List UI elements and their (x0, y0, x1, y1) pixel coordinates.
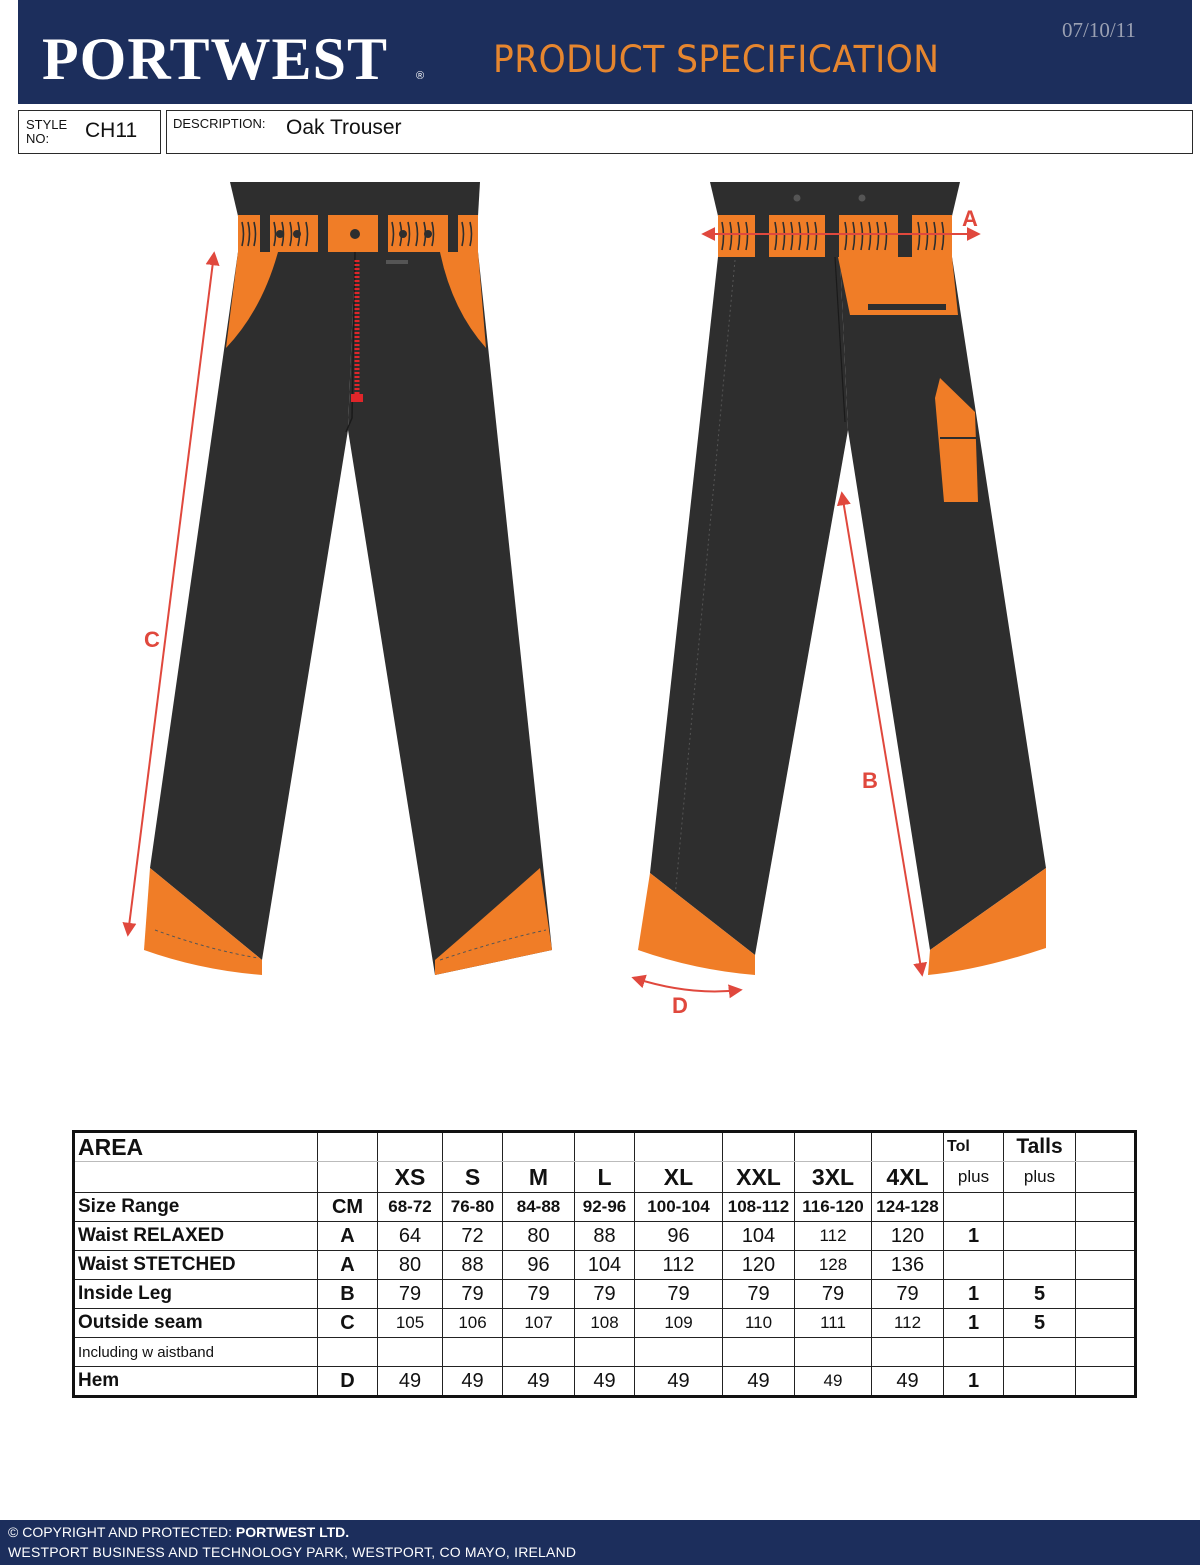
cell: 80 (378, 1251, 443, 1280)
cell: 49 (503, 1367, 575, 1397)
area-header: AREA (74, 1132, 318, 1162)
row-label: Inside Leg (74, 1280, 318, 1309)
document-date: 07/10/11 (1062, 18, 1136, 42)
cell: 79 (723, 1280, 795, 1309)
cell: 64 (378, 1222, 443, 1251)
row-code: C (318, 1309, 378, 1338)
company-address: WESTPORT BUSINESS AND TECHNOLOGY PARK, WESTPORT, CO MAYO, IRELAND (8, 1544, 577, 1560)
cell: 96 (635, 1222, 723, 1251)
cell: 79 (443, 1280, 503, 1309)
table-header-row-1 (74, 1132, 1136, 1162)
talls-cell: 5 (1004, 1309, 1076, 1338)
back-view (634, 182, 1046, 1018)
cell: 79 (575, 1280, 635, 1309)
row-label: Waist RELAXED (74, 1222, 318, 1251)
cell: 49 (872, 1367, 944, 1397)
row-label: Size Range (74, 1193, 318, 1222)
cell: 79 (503, 1280, 575, 1309)
cell: 111 (795, 1309, 872, 1338)
table-row (74, 1193, 1136, 1222)
copyright-prefix: © COPYRIGHT AND PROTECTED: (8, 1524, 236, 1540)
cell: 88 (443, 1251, 503, 1280)
row-label: Outside seam (74, 1309, 318, 1338)
cell: 136 (872, 1251, 944, 1280)
cell: 128 (795, 1251, 872, 1280)
front-view (128, 182, 552, 975)
row-code: A (318, 1251, 378, 1280)
cell: 110 (723, 1309, 795, 1338)
measure-label-c: C (144, 627, 160, 652)
page-title: PRODUCT SPECIFICATION (493, 38, 940, 81)
talls-cell: 5 (1004, 1280, 1076, 1309)
measure-label-d: D (672, 993, 688, 1018)
cell: 49 (443, 1367, 503, 1397)
size-header: L (575, 1162, 635, 1193)
cell: 112 (635, 1251, 723, 1280)
cell: 104 (723, 1222, 795, 1251)
row-label: Waist STETCHED (74, 1251, 318, 1280)
description-label: DESCRIPTION: (173, 116, 266, 131)
tol-cell (944, 1251, 1004, 1280)
cell: 96 (503, 1251, 575, 1280)
cell: 79 (795, 1280, 872, 1309)
size-header: 4XL (872, 1162, 944, 1193)
row-code: CM (318, 1193, 378, 1222)
waistband-note: Including w aistband (74, 1338, 318, 1367)
size-header: XL (635, 1162, 723, 1193)
cell: 105 (378, 1309, 443, 1338)
cell: 80 (503, 1222, 575, 1251)
talls-cell (1004, 1193, 1076, 1222)
table-row (74, 1222, 1136, 1251)
talls-cell (1004, 1251, 1076, 1280)
brand-logo: PORTWEST (42, 26, 388, 92)
cell: 120 (872, 1222, 944, 1251)
cell: 106 (443, 1309, 503, 1338)
table-row (74, 1280, 1136, 1309)
description-box (166, 110, 1193, 154)
row-code: B (318, 1280, 378, 1309)
cell: 109 (635, 1309, 723, 1338)
description-value: Oak Trouser (286, 116, 402, 139)
size-header: XS (378, 1162, 443, 1193)
table-header-row-2 (74, 1162, 1136, 1193)
copyright-line (8, 1524, 349, 1540)
cell: 79 (872, 1280, 944, 1309)
cell: 79 (635, 1280, 723, 1309)
talls-plus: plus (1004, 1162, 1076, 1193)
cell: 49 (635, 1367, 723, 1397)
cell: 116-120 (795, 1193, 872, 1222)
table-row (74, 1251, 1136, 1280)
cell: 72 (443, 1222, 503, 1251)
tol-cell: 1 (944, 1280, 1004, 1309)
measure-label-a: A (962, 206, 978, 231)
cell: 49 (795, 1367, 872, 1397)
header-banner (18, 0, 1192, 104)
style-number-label: STYLE NO: (26, 117, 68, 146)
tol-plus: plus (944, 1162, 1004, 1193)
cell: 49 (575, 1367, 635, 1397)
tol-cell: 1 (944, 1367, 1004, 1397)
talls-cell (1004, 1367, 1076, 1397)
company-name: PORTWEST LTD. (235, 1524, 350, 1540)
tol-cell: 1 (944, 1222, 1004, 1251)
cell: 107 (503, 1309, 575, 1338)
size-header: 3XL (795, 1162, 872, 1193)
cell: 108 (575, 1309, 635, 1338)
registered-mark: ® (416, 70, 425, 82)
table-row (74, 1367, 1136, 1397)
cell: 68-72 (378, 1193, 443, 1222)
row-label: Hem (74, 1367, 318, 1397)
talls-cell (1004, 1222, 1076, 1251)
cell: 100-104 (635, 1193, 723, 1222)
table-row-note (74, 1338, 1136, 1367)
cell: 112 (872, 1309, 944, 1338)
size-spec-table (72, 1130, 1137, 1398)
garment-illustration (0, 160, 1200, 1060)
cell: 49 (378, 1367, 443, 1397)
cell: 76-80 (443, 1193, 503, 1222)
cell: 104 (575, 1251, 635, 1280)
style-number-value: CH11 (85, 119, 138, 142)
tol-header: Tol (944, 1132, 1004, 1162)
cell: 88 (575, 1222, 635, 1251)
cell: 108-112 (723, 1193, 795, 1222)
cell: 124-128 (872, 1193, 944, 1222)
cell: 120 (723, 1251, 795, 1280)
size-header: S (443, 1162, 503, 1193)
footer (0, 1520, 1200, 1565)
style-number-box (18, 110, 161, 154)
size-header: M (503, 1162, 575, 1193)
cell: 84-88 (503, 1193, 575, 1222)
cell: 112 (795, 1222, 872, 1251)
size-header: XXL (723, 1162, 795, 1193)
tol-cell (944, 1193, 1004, 1222)
cell: 79 (378, 1280, 443, 1309)
row-code: A (318, 1222, 378, 1251)
cell: 92-96 (575, 1193, 635, 1222)
measure-label-b: B (862, 768, 878, 793)
table-row (74, 1309, 1136, 1338)
cell: 49 (723, 1367, 795, 1397)
talls-header: Talls (1004, 1132, 1076, 1162)
row-code: D (318, 1367, 378, 1397)
tol-cell: 1 (944, 1309, 1004, 1338)
